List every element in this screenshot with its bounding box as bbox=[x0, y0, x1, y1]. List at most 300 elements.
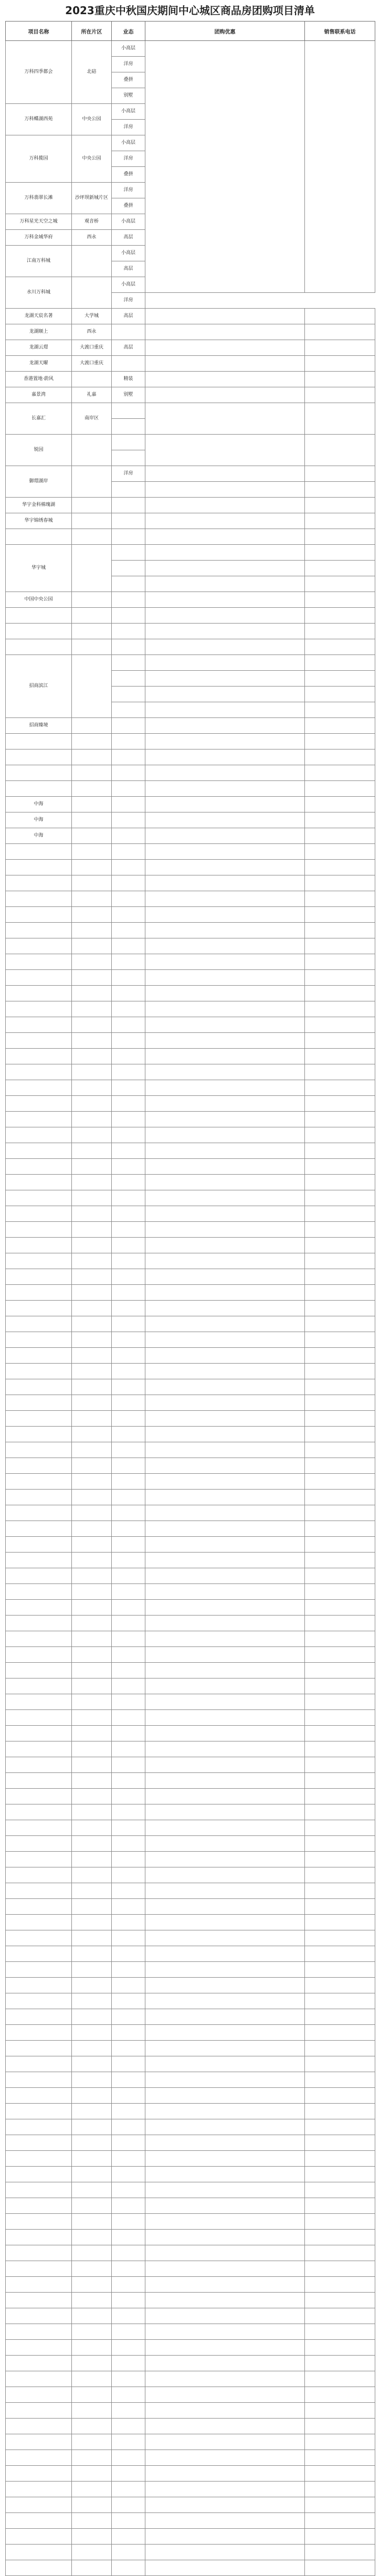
district-cell bbox=[72, 2497, 112, 2513]
project-name-cell bbox=[6, 844, 72, 860]
table-row bbox=[6, 2308, 375, 2324]
project-name-cell bbox=[6, 2230, 72, 2245]
property-type-cell bbox=[112, 592, 145, 608]
sales-phone-cell bbox=[305, 2340, 375, 2356]
project-name-cell bbox=[6, 1600, 72, 1616]
group-offer-cell bbox=[145, 1285, 305, 1301]
group-offer-cell bbox=[145, 2466, 305, 2482]
project-name-cell: 万科翡翠长滩 bbox=[6, 183, 72, 214]
project-name-cell bbox=[6, 2293, 72, 2308]
project-name-cell bbox=[6, 1253, 72, 1269]
group-offer-cell bbox=[145, 2104, 305, 2119]
table-row bbox=[6, 1379, 375, 1395]
project-name-cell: 江南万科城 bbox=[6, 246, 72, 277]
sales-phone-cell bbox=[305, 765, 375, 781]
district-cell: 中央公园 bbox=[72, 135, 112, 183]
sales-phone-cell bbox=[305, 435, 375, 466]
property-type-cell bbox=[112, 1049, 145, 1064]
district-cell bbox=[72, 1033, 112, 1049]
sales-phone-cell bbox=[305, 2135, 375, 2151]
district-cell bbox=[72, 2167, 112, 2182]
table-row bbox=[6, 1458, 375, 1474]
table-row bbox=[6, 2387, 375, 2403]
district-cell bbox=[72, 891, 112, 907]
sales-phone-cell bbox=[305, 1678, 375, 1694]
sales-phone-cell bbox=[305, 466, 375, 482]
group-offer-cell bbox=[145, 1442, 305, 1458]
group-offer-cell bbox=[145, 356, 305, 372]
district-cell bbox=[72, 1773, 112, 1789]
property-type-cell: 叠拼 bbox=[112, 72, 145, 88]
sales-phone-cell bbox=[305, 1096, 375, 1112]
property-type-cell bbox=[112, 1836, 145, 1852]
district-cell bbox=[72, 797, 112, 812]
table-row bbox=[6, 923, 375, 938]
project-name-cell bbox=[6, 1631, 72, 1647]
project-name-cell bbox=[6, 1915, 72, 1930]
project-name-cell: 香港置地·蔚风 bbox=[6, 372, 72, 387]
group-offer-cell bbox=[145, 2135, 305, 2151]
sales-phone-cell bbox=[305, 1301, 375, 1316]
sales-phone-cell bbox=[305, 1442, 375, 1458]
table-row bbox=[6, 2135, 375, 2151]
table-row bbox=[6, 403, 375, 419]
district-cell: 沙坪坝新城片区 bbox=[72, 183, 112, 214]
sales-phone-cell bbox=[305, 1584, 375, 1600]
group-offer-cell bbox=[145, 2340, 305, 2356]
district-cell bbox=[72, 954, 112, 970]
sales-phone-cell bbox=[305, 545, 375, 561]
sales-phone-cell bbox=[305, 671, 375, 687]
district-cell bbox=[72, 1458, 112, 1474]
group-offer-cell bbox=[145, 1883, 305, 1899]
table-row bbox=[6, 1001, 375, 1017]
project-name-cell bbox=[6, 2277, 72, 2293]
group-offer-cell bbox=[145, 2009, 305, 2025]
property-type-cell bbox=[112, 435, 145, 450]
project-name-cell bbox=[6, 2308, 72, 2324]
district-cell bbox=[72, 2482, 112, 2497]
property-type-cell bbox=[112, 1804, 145, 1820]
table-row bbox=[6, 1222, 375, 1238]
group-offer-cell bbox=[145, 1332, 305, 1348]
district-cell bbox=[72, 2041, 112, 2056]
project-name-cell: 中海 bbox=[6, 828, 72, 844]
project-name-cell: 万科金域华府 bbox=[6, 230, 72, 246]
project-name-cell bbox=[6, 954, 72, 970]
sales-phone-cell bbox=[305, 718, 375, 734]
sales-phone-cell bbox=[305, 403, 375, 435]
table-row bbox=[6, 2529, 375, 2545]
table-row bbox=[6, 2182, 375, 2198]
project-name-cell bbox=[6, 639, 72, 655]
group-offer-cell bbox=[145, 1804, 305, 1820]
table-row bbox=[6, 639, 375, 655]
project-name-cell bbox=[6, 1757, 72, 1773]
district-cell bbox=[72, 2403, 112, 2419]
district-cell bbox=[72, 1726, 112, 1741]
group-offer-cell bbox=[145, 2025, 305, 2041]
district-cell bbox=[72, 1159, 112, 1175]
group-offer-cell bbox=[145, 561, 305, 576]
property-type-cell bbox=[112, 608, 145, 624]
sales-phone-cell bbox=[305, 2513, 375, 2529]
sales-phone-cell bbox=[305, 1112, 375, 1127]
project-name-cell bbox=[6, 2466, 72, 2482]
project-name-cell bbox=[6, 1096, 72, 1112]
project-name-cell bbox=[6, 2387, 72, 2403]
district-cell: 西永 bbox=[72, 230, 112, 246]
district-cell: 南岸区 bbox=[72, 403, 112, 435]
table-row bbox=[6, 340, 375, 356]
sales-phone-cell bbox=[305, 2371, 375, 2387]
property-type-cell bbox=[112, 655, 145, 671]
property-type-cell bbox=[112, 2387, 145, 2403]
property-type-cell bbox=[112, 1600, 145, 1616]
group-offer-cell bbox=[145, 2324, 305, 2340]
sales-phone-cell bbox=[305, 498, 375, 513]
table-row bbox=[6, 2056, 375, 2072]
project-name-cell: 招商滨江 bbox=[6, 655, 72, 718]
project-name-cell: 万科四季都会 bbox=[6, 41, 72, 104]
project-name-cell bbox=[6, 2135, 72, 2151]
project-table bbox=[5, 21, 375, 2576]
sales-phone-cell bbox=[305, 2482, 375, 2497]
table-row bbox=[6, 1899, 375, 1915]
property-type-cell bbox=[112, 1411, 145, 1427]
district-cell bbox=[72, 1127, 112, 1143]
sales-phone-cell bbox=[305, 1773, 375, 1789]
group-offer-cell bbox=[145, 576, 305, 592]
group-offer-cell bbox=[145, 671, 305, 687]
district-cell: 大学城 bbox=[72, 309, 112, 324]
sales-phone-cell bbox=[305, 2545, 375, 2560]
property-type-cell: 小高层 bbox=[112, 135, 145, 151]
group-offer-cell bbox=[145, 403, 305, 435]
district-cell bbox=[72, 1112, 112, 1127]
sales-phone-cell bbox=[305, 812, 375, 828]
district-cell bbox=[72, 655, 112, 718]
table-row bbox=[6, 1080, 375, 1096]
district-cell bbox=[72, 545, 112, 592]
district-cell bbox=[72, 372, 112, 387]
sales-phone-cell bbox=[305, 624, 375, 639]
district-cell bbox=[72, 1631, 112, 1647]
group-offer-cell bbox=[145, 1190, 305, 1206]
property-type-cell bbox=[112, 356, 145, 372]
project-name-cell bbox=[6, 2497, 72, 2513]
property-type-cell bbox=[112, 986, 145, 1001]
district-cell bbox=[72, 907, 112, 923]
project-name-cell bbox=[6, 1348, 72, 1364]
sales-phone-cell bbox=[305, 576, 375, 592]
table-row bbox=[6, 1647, 375, 1663]
property-type-cell bbox=[112, 749, 145, 765]
district-cell bbox=[72, 1222, 112, 1238]
group-offer-cell bbox=[145, 2387, 305, 2403]
group-offer-cell bbox=[145, 923, 305, 938]
property-type-cell: 洋房 bbox=[112, 57, 145, 72]
property-type-cell bbox=[112, 671, 145, 687]
district-cell bbox=[72, 2151, 112, 2167]
project-name-cell bbox=[6, 1458, 72, 1474]
group-offer-cell bbox=[145, 2167, 305, 2182]
district-cell bbox=[72, 466, 112, 498]
property-type-cell bbox=[112, 1064, 145, 1080]
project-name-cell bbox=[6, 624, 72, 639]
sales-phone-cell bbox=[305, 907, 375, 923]
group-offer-cell bbox=[145, 435, 305, 466]
group-offer-cell bbox=[145, 1741, 305, 1757]
property-type-cell bbox=[112, 1490, 145, 1505]
project-name-cell bbox=[6, 907, 72, 923]
table-row bbox=[6, 2356, 375, 2371]
district-cell bbox=[72, 1064, 112, 1080]
property-type-cell bbox=[112, 1112, 145, 1127]
group-offer-cell bbox=[145, 1757, 305, 1773]
district-cell bbox=[72, 1427, 112, 1442]
district-cell bbox=[72, 1663, 112, 1678]
project-name-cell bbox=[6, 2198, 72, 2214]
property-type-cell: 小高层 bbox=[112, 104, 145, 120]
table-row bbox=[6, 2261, 375, 2277]
project-name-cell bbox=[6, 749, 72, 765]
table-row bbox=[6, 1112, 375, 1127]
table-row bbox=[6, 1820, 375, 1836]
project-name-cell bbox=[6, 2545, 72, 2560]
project-name-cell bbox=[6, 2119, 72, 2135]
property-type-cell bbox=[112, 2434, 145, 2450]
sales-phone-cell bbox=[305, 482, 375, 498]
property-type-cell bbox=[112, 734, 145, 749]
group-offer-cell bbox=[145, 1269, 305, 1285]
sales-phone-cell bbox=[305, 2041, 375, 2056]
district-cell bbox=[72, 970, 112, 986]
table-row bbox=[6, 2482, 375, 2497]
project-name-cell bbox=[6, 2009, 72, 2025]
table-row bbox=[6, 828, 375, 844]
district-cell bbox=[72, 2025, 112, 2041]
table-row bbox=[6, 1269, 375, 1285]
property-type-cell: 高层 bbox=[112, 340, 145, 356]
property-type-cell bbox=[112, 324, 145, 340]
table-row bbox=[6, 545, 375, 561]
group-offer-cell bbox=[145, 1064, 305, 1080]
property-type-cell bbox=[112, 2356, 145, 2371]
property-type-cell bbox=[112, 498, 145, 513]
sales-phone-cell bbox=[305, 1033, 375, 1049]
district-cell bbox=[72, 1301, 112, 1316]
project-name-cell: 万科揽园 bbox=[6, 135, 72, 183]
sales-phone-cell bbox=[305, 1789, 375, 1804]
group-offer-cell bbox=[145, 2056, 305, 2072]
property-type-cell bbox=[112, 2497, 145, 2513]
sales-phone-cell bbox=[305, 687, 375, 702]
sales-phone-cell bbox=[305, 2419, 375, 2434]
table-row bbox=[6, 655, 375, 671]
property-type-cell: 洋房 bbox=[112, 151, 145, 167]
group-offer-cell bbox=[145, 844, 305, 860]
group-offer-cell bbox=[145, 372, 305, 387]
property-type-cell bbox=[112, 2025, 145, 2041]
district-cell bbox=[72, 875, 112, 891]
table-row bbox=[6, 2088, 375, 2104]
district-cell: 大渡口重庆 bbox=[72, 340, 112, 356]
district-cell bbox=[72, 1206, 112, 1222]
project-name-cell bbox=[6, 1001, 72, 1017]
table-row bbox=[6, 2151, 375, 2167]
table-row bbox=[6, 734, 375, 749]
property-type-cell bbox=[112, 1584, 145, 1600]
district-cell bbox=[72, 2356, 112, 2371]
project-name-cell bbox=[6, 2529, 72, 2545]
sales-phone-cell bbox=[305, 1867, 375, 1883]
group-offer-cell bbox=[145, 781, 305, 797]
page-title: 2023重庆中秋国庆期间中心城区商品房团购项目清单 bbox=[65, 4, 315, 17]
table-row bbox=[6, 954, 375, 970]
table-row bbox=[6, 1584, 375, 1600]
district-cell bbox=[72, 1647, 112, 1663]
project-name-cell bbox=[6, 1064, 72, 1080]
property-type-cell bbox=[112, 2230, 145, 2245]
district-cell bbox=[72, 2513, 112, 2529]
table-row bbox=[6, 1127, 375, 1143]
project-name-cell bbox=[6, 1238, 72, 1253]
district-cell: 观音桥 bbox=[72, 214, 112, 230]
group-offer-cell bbox=[145, 2261, 305, 2277]
property-type-cell: 小高层 bbox=[112, 41, 145, 57]
header-sales-phone: 销售联系电话 bbox=[305, 22, 375, 41]
group-offer-cell bbox=[145, 2245, 305, 2261]
property-type-cell bbox=[112, 1915, 145, 1930]
property-type-cell bbox=[112, 1946, 145, 1962]
table-row bbox=[6, 1490, 375, 1505]
district-cell bbox=[72, 1364, 112, 1379]
project-name-cell bbox=[6, 781, 72, 797]
table-row bbox=[6, 592, 375, 608]
group-offer-cell bbox=[145, 309, 305, 324]
project-name-cell bbox=[6, 1017, 72, 1033]
sales-phone-cell bbox=[305, 529, 375, 545]
group-offer-cell bbox=[145, 2513, 305, 2529]
property-type-cell: 洋房 bbox=[112, 183, 145, 198]
table-row bbox=[6, 1348, 375, 1364]
table-row bbox=[6, 624, 375, 639]
project-name-cell bbox=[6, 2324, 72, 2340]
sales-phone-cell bbox=[305, 734, 375, 749]
group-offer-cell bbox=[145, 1474, 305, 1490]
district-cell bbox=[72, 1600, 112, 1616]
group-offer-cell bbox=[145, 1710, 305, 1726]
table-row bbox=[6, 2324, 375, 2340]
group-offer-cell bbox=[145, 2529, 305, 2545]
property-type-cell bbox=[112, 2482, 145, 2497]
table-row bbox=[6, 1757, 375, 1773]
property-type-cell bbox=[112, 2104, 145, 2119]
property-type-cell: 叠拼 bbox=[112, 198, 145, 214]
district-cell bbox=[72, 2072, 112, 2088]
property-type-cell bbox=[112, 1616, 145, 1631]
property-type-cell bbox=[112, 1316, 145, 1332]
table-row bbox=[6, 1616, 375, 1631]
project-name-cell: 中国中央公园 bbox=[6, 592, 72, 608]
group-offer-cell bbox=[145, 749, 305, 765]
table-row bbox=[6, 1553, 375, 1568]
property-type-cell bbox=[112, 1930, 145, 1946]
project-name-cell bbox=[6, 1175, 72, 1190]
district-cell bbox=[72, 2450, 112, 2466]
table-row bbox=[6, 2560, 375, 2576]
sales-phone-cell bbox=[305, 986, 375, 1001]
property-type-cell bbox=[112, 1159, 145, 1175]
sales-phone-cell bbox=[305, 875, 375, 891]
table-row bbox=[6, 2245, 375, 2261]
table-row bbox=[6, 1568, 375, 1584]
header-group-offer: 团购优惠 bbox=[145, 22, 305, 41]
table-row bbox=[6, 1741, 375, 1757]
district-cell bbox=[72, 1316, 112, 1332]
sales-phone-cell bbox=[305, 1411, 375, 1427]
group-offer-cell bbox=[145, 860, 305, 875]
sales-phone-cell bbox=[305, 1206, 375, 1222]
property-type-cell bbox=[112, 1427, 145, 1442]
table-row bbox=[6, 1064, 375, 1080]
district-cell bbox=[72, 1080, 112, 1096]
group-offer-cell bbox=[145, 1159, 305, 1175]
table-row bbox=[6, 1238, 375, 1253]
sales-phone-cell bbox=[305, 923, 375, 938]
sales-phone-cell bbox=[305, 1647, 375, 1663]
sales-phone-cell bbox=[305, 2497, 375, 2513]
project-name-cell bbox=[6, 2041, 72, 2056]
sales-phone-cell bbox=[305, 1631, 375, 1647]
property-type-cell bbox=[112, 1238, 145, 1253]
sales-phone-cell bbox=[305, 1804, 375, 1820]
property-type-cell bbox=[112, 891, 145, 907]
property-type-cell bbox=[112, 639, 145, 655]
table-row bbox=[6, 1663, 375, 1678]
project-name-cell bbox=[6, 2434, 72, 2450]
property-type-cell bbox=[112, 1127, 145, 1143]
group-offer-cell bbox=[145, 1789, 305, 1804]
project-name-cell bbox=[6, 529, 72, 545]
property-type-cell bbox=[112, 2293, 145, 2308]
sales-phone-cell bbox=[305, 1521, 375, 1537]
project-name-cell bbox=[6, 2371, 72, 2387]
property-type-cell bbox=[112, 624, 145, 639]
property-type-cell: 小高层 bbox=[112, 277, 145, 293]
project-name-cell bbox=[6, 1490, 72, 1505]
table-row bbox=[6, 1096, 375, 1112]
property-type-cell bbox=[112, 1222, 145, 1238]
district-cell bbox=[72, 1285, 112, 1301]
project-name-cell bbox=[6, 765, 72, 781]
project-name-cell: 龙湖天宸名著 bbox=[6, 309, 72, 324]
table-row bbox=[6, 1915, 375, 1930]
property-type-cell bbox=[112, 2167, 145, 2182]
group-offer-cell bbox=[145, 1175, 305, 1190]
property-type-cell bbox=[112, 1741, 145, 1757]
table-row bbox=[6, 1710, 375, 1726]
district-cell: 大渡口重庆 bbox=[72, 356, 112, 372]
sales-phone-cell bbox=[305, 1710, 375, 1726]
district-cell bbox=[72, 1490, 112, 1505]
property-type-cell bbox=[112, 907, 145, 923]
district-cell bbox=[72, 2088, 112, 2104]
property-type-cell bbox=[112, 1017, 145, 1033]
project-name-cell bbox=[6, 1143, 72, 1159]
district-cell bbox=[72, 1411, 112, 1427]
